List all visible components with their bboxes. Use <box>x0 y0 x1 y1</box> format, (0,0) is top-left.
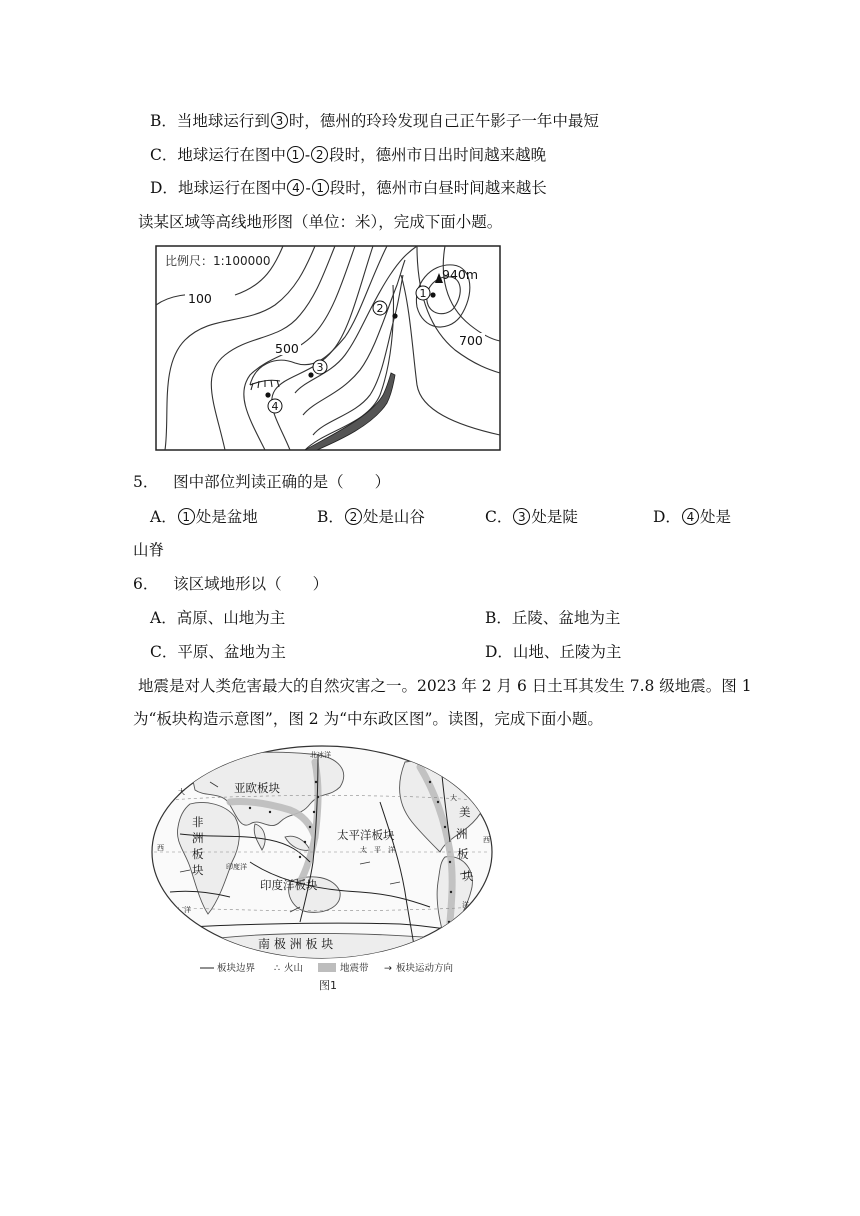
pacific-plate-label: 太平洋板块 <box>337 828 395 842</box>
legend-volcano-symbol: ∴ <box>274 963 281 974</box>
option-text: 地球运行在图中 <box>177 146 286 164</box>
contour-label-500: 500 <box>275 341 299 356</box>
map-small-label: 洋 <box>184 906 191 914</box>
africa-plate-char-3: 板 <box>192 847 204 861</box>
contour-label-100: 100 <box>188 291 212 306</box>
option-text: 处是山谷 <box>362 508 425 526</box>
point-1-label: 1 <box>419 287 427 300</box>
circled-number: 1 <box>287 146 304 163</box>
option-letter: C． <box>485 508 513 526</box>
q6-option-c: C．平原、盆地为主 <box>150 643 286 661</box>
q5-option-c <box>485 506 578 528</box>
circled-number: 3 <box>513 508 530 525</box>
circled-number: 1 <box>312 179 329 196</box>
question-number: 6． <box>133 575 159 593</box>
option-letter: C． <box>150 146 178 164</box>
pacific-ocean-label: 太 平 洋 <box>360 846 395 854</box>
option-letter: D． <box>653 508 681 526</box>
option-c-prev <box>150 144 546 166</box>
q5-option-d-cont: 山脊 <box>133 541 165 559</box>
map-small-label: 大 <box>178 788 185 796</box>
map-small-label: 西 <box>157 844 164 852</box>
q5-stem <box>133 471 390 493</box>
dash: - <box>305 179 311 197</box>
option-text: 处是 <box>699 508 731 526</box>
option-text: 处是陡 <box>531 508 578 526</box>
figure-caption: 图1 <box>319 979 337 992</box>
africa-plate-char-2: 洲 <box>192 831 204 845</box>
legend-motion: 板块运动方向 <box>396 963 454 974</box>
map-small-label: 洋 <box>462 901 469 909</box>
option-text: 地球运行在图中 <box>177 179 287 197</box>
point-4-label: 4 <box>271 400 279 413</box>
q5-option-a <box>150 506 258 528</box>
map-small-label: 大 <box>450 794 457 802</box>
circled-number: 2 <box>311 146 328 163</box>
option-text: 段时，德州市白昼时间越来越长 <box>329 179 547 197</box>
circled-number: 4 <box>287 179 304 196</box>
antarctic-plate-label: 南 极 洲 板 块 <box>258 937 334 951</box>
question-number: 5． <box>133 473 159 491</box>
option-letter: B． <box>317 508 344 526</box>
eurasia-plate-label: 亚欧板块 <box>234 781 280 795</box>
question-stem: 该区域地形以（ ） <box>173 575 329 593</box>
dash: - <box>304 146 311 164</box>
scale-label: 比例尺：1:100000 <box>165 254 271 268</box>
point-3-label: 3 <box>316 361 324 374</box>
option-letter: A． <box>150 508 177 526</box>
q5-option-b <box>317 506 425 528</box>
africa-plate-char-4: 块 <box>192 863 204 877</box>
q6-option-a: A．高原、山地为主 <box>150 609 286 627</box>
circled-number: 1 <box>178 508 195 525</box>
q5-option-d <box>653 506 731 528</box>
point-2-label: 2 <box>376 302 384 315</box>
intro-earthquake-1: 地震是对人类危害最大的自然灾害之一。2023 年 2 月 6 日土耳其发生 7.8 级地震。图 1 <box>138 677 752 695</box>
legend-volcano: 火山 <box>284 963 304 974</box>
contour-map <box>155 245 501 451</box>
intro-contour: 读某区域等高线地形图（单位：米），完成下面小题。 <box>138 213 503 231</box>
america-plate-char-1: 美 <box>459 805 471 819</box>
question-stem: 图中部位判读正确的是（ ） <box>173 473 391 491</box>
circled-number: 4 <box>682 508 699 525</box>
option-text: 处是盆地 <box>195 508 258 526</box>
plate-tectonics-map <box>150 742 500 996</box>
intro-earthquake-2: 为“板块构造示意图”，图 2 为“中东政区图”。读图，完成下面小题。 <box>133 710 603 728</box>
option-letter: B． <box>150 112 177 130</box>
circled-number: 3 <box>271 112 288 129</box>
legend-boundary: 板块边界 <box>217 963 256 974</box>
q6-option-d: D．山地、丘陵为主 <box>485 643 622 661</box>
america-plate-char-4: 块 <box>462 869 474 883</box>
option-text: 段时，德州市日出时间越来越晚 <box>329 146 547 164</box>
indian-plate-label: 印度洋板块 <box>260 878 318 892</box>
contour-label-700: 700 <box>459 333 483 348</box>
indian-ocean-label: 印度洋 <box>226 863 247 871</box>
option-text: 时，德州的玲玲发现自己正午影子一年中最短 <box>288 112 599 130</box>
arctic-ocean-label: 北冰洋 <box>310 751 331 759</box>
option-d-prev <box>150 177 547 199</box>
circled-number: 2 <box>345 508 362 525</box>
map-small-label: 西 <box>483 836 490 844</box>
america-plate-char-3: 板 <box>457 847 469 861</box>
option-b-prev <box>150 110 599 132</box>
summit-label: 940m <box>442 267 479 282</box>
option-text: 当地球运行到 <box>176 112 270 130</box>
africa-plate-char-1: 非 <box>192 815 204 829</box>
q6-stem <box>133 573 328 595</box>
legend-quake: 地震带 <box>340 963 369 974</box>
q6-option-b: B．丘陵、盆地为主 <box>485 609 621 627</box>
america-plate-char-2: 洲 <box>456 827 468 841</box>
legend-arrow: → <box>384 963 392 974</box>
option-letter: D． <box>150 179 178 197</box>
